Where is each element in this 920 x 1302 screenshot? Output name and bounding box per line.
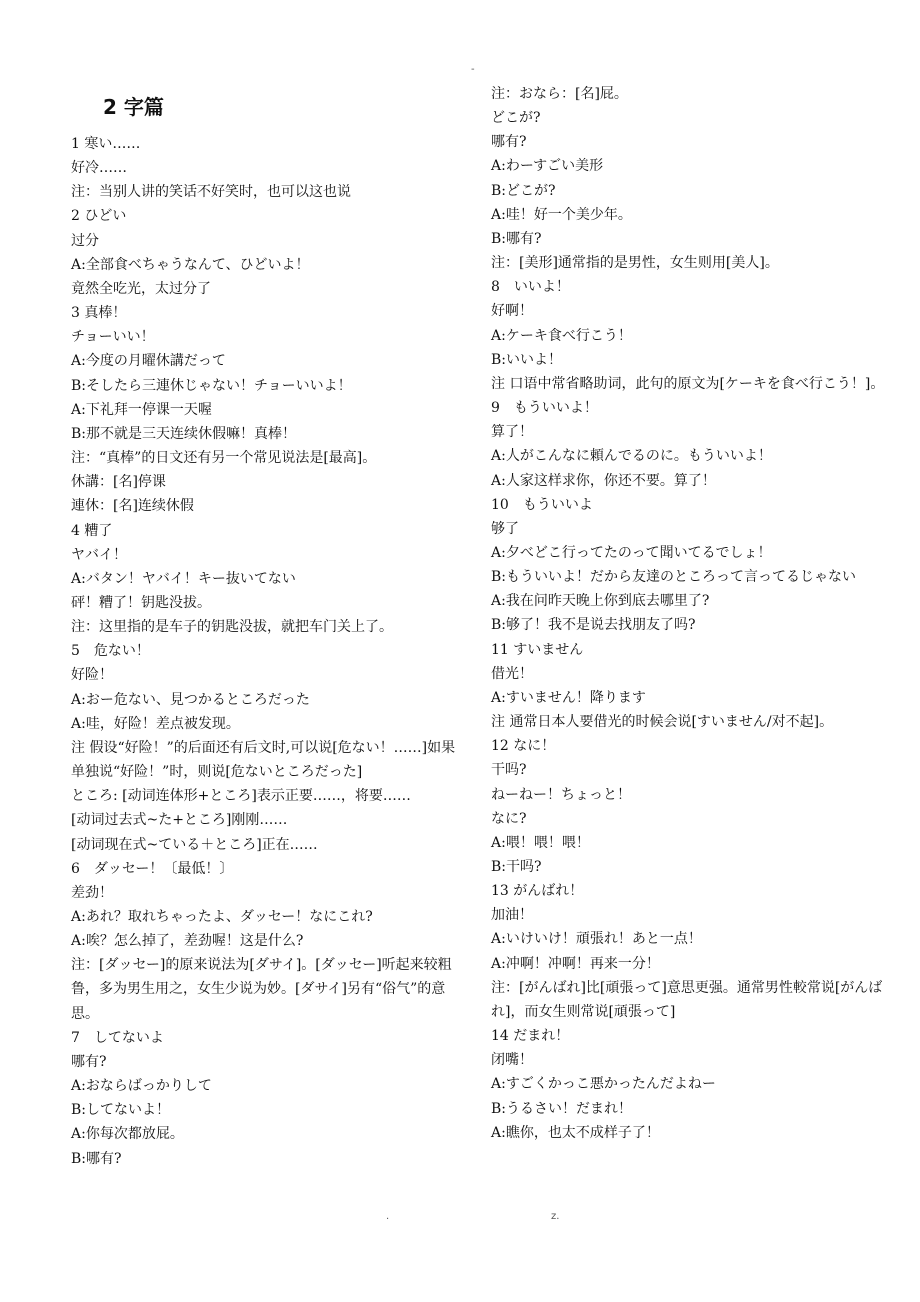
text-line: 注：[美形]通常指的是男性，女生则用[美人]。: [491, 255, 779, 272]
text-line: 9 もういいよ！: [491, 400, 598, 417]
text-line: A:すいません！降ります: [491, 689, 646, 706]
text-line: A:你每次都放屁。: [71, 1126, 184, 1143]
text-line: A:夕べどこ行ってたのって聞いてるでしょ！: [491, 544, 772, 561]
text-line: A:我在问昨天晚上你到底去哪里了?: [491, 593, 710, 610]
text-line: B:哪有?: [491, 230, 542, 247]
text-line: 14 だまれ！: [491, 1028, 570, 1045]
text-line: A:全部食べちゃうなんて、ひどいよ！: [71, 256, 310, 273]
text-line: 干吗?: [491, 762, 527, 779]
page-heading: 2 字篇: [103, 95, 164, 119]
text-line: 注：“真棒”的日文还有另一个常见说法是[最高]。: [71, 450, 377, 467]
text-line: 注：[がんばれ]比[頑張って]意思更强。通常男性較常说[がんばれ]，而女生则常说[頑張って]: [491, 979, 883, 1020]
text-line: 11 すいません: [491, 641, 584, 658]
text-line: ヤバイ！: [71, 546, 127, 563]
text-line: 注 假设“好险！”的后面还有后文时,可以说[危ない！……]如果单独说“好险！”时，则说[危ないところだった]: [71, 739, 456, 781]
text-line: ところ: [动词连体形+ところ]表示正要……，将要……: [71, 788, 411, 805]
text-line: A:唉？怎么掉了，差劲喔！这是什么?: [71, 933, 304, 950]
text-line: 注 通常日本人要借光的时候会说[すいません/对不起]。: [491, 714, 834, 731]
text-line: 8 いいよ！: [491, 279, 570, 296]
text-line: 6 ダッセー！〔最低！〕: [71, 860, 234, 877]
right-lines: [491, 82, 887, 1145]
text-line: A:いけいけ！頑張れ！あと一点！: [491, 931, 702, 948]
text-line: A:人家这样求你，你还不要。算了！: [491, 472, 716, 489]
text-line: 13 がんばれ！: [491, 883, 584, 900]
text-line: 砰！糟了！钥匙没拔。: [71, 594, 211, 611]
text-line: 闭嘴！: [491, 1052, 533, 1069]
text-line: B:もういいよ！だから友達のところって言ってるじゃない: [491, 569, 857, 586]
text-line: 5 危ない！: [71, 643, 150, 660]
text-line: A:今度の月曜休講だって: [71, 353, 226, 370]
text-line: A:哇！好一个美少年。: [491, 206, 632, 223]
text-line: A:哇，好险！差点被发现。: [71, 715, 240, 732]
text-line: 注：当别人讲的笑话不好笑时，也可以这也说: [71, 184, 351, 201]
right-column: [491, 82, 887, 1145]
text-line: A:わーすごい美形: [491, 158, 604, 175]
text-line: A:おならばっかりして: [71, 1078, 212, 1095]
bottom-left-marker: .: [386, 1211, 390, 1222]
text-line: 好险！: [71, 667, 113, 684]
text-line: 哪有?: [491, 134, 527, 151]
text-line: B:干吗?: [491, 859, 542, 875]
text-line: 4 糟了: [71, 522, 113, 539]
bottom-right-marker: z.: [551, 1211, 560, 1222]
text-line: 3 真棒！: [71, 305, 127, 322]
text-line: 注：这里指的是车子的钥匙没拔，就把车门关上了。: [71, 619, 393, 636]
text-line: B:够了！我不是说去找朋友了吗?: [491, 617, 696, 634]
text-line: 加油！: [491, 907, 533, 924]
text-line: 算了！: [491, 424, 533, 441]
text-line: 哪有?: [71, 1053, 107, 1070]
text-line: A:喂！喂！喂！: [491, 834, 590, 851]
text-line: 7 してないよ: [71, 1029, 164, 1046]
text-line: A:あれ？取れちゃったよ、ダッセー！なにこれ?: [71, 909, 373, 925]
text-line: A:下礼拜一停课一天喔: [71, 401, 212, 418]
text-line: 2 ひどい: [71, 208, 127, 225]
text-line: 好冷……: [71, 160, 127, 177]
text-line: A:ケーキ食べ行こう！: [491, 327, 632, 344]
text-line: A:おー危ない、見つかるところだった: [71, 691, 310, 708]
left-column: [71, 82, 464, 1171]
text-line: 差劲！: [71, 884, 113, 901]
text-line: 过分: [71, 232, 99, 249]
text-line: 10 もういいよ: [491, 496, 593, 513]
text-line: 够了: [491, 520, 519, 537]
text-line: 借光！: [491, 665, 533, 682]
text-line: 注：[ダッセー]的原来说法为[ダサイ]。[ダッセー]听起来较粗鲁，多为男生用之，女生少说为妙。[ダサイ]另有“俗气”的意思。: [71, 957, 452, 1022]
text-line: 竟然全吃光，太过分了: [71, 280, 211, 297]
text-line: [动词过去式~た+ところ]刚刚……: [71, 812, 288, 829]
text-line: ねーねー！ちょっと！: [491, 786, 631, 803]
text-line: チョーいい！: [71, 329, 155, 346]
text-line: [动词现在式~ている＋ところ]正在……: [71, 836, 318, 853]
text-line: B:そしたら三連休じゃない！チョーいいよ！: [71, 377, 352, 394]
text-line: A:冲啊！冲啊！再来一分！: [491, 955, 660, 972]
text-line: B:うるさい！だまれ！: [491, 1100, 633, 1117]
left-lines: [71, 132, 464, 1171]
text-line: なに?: [491, 810, 527, 827]
text-line: 休講：[名]停课: [71, 474, 166, 491]
text-line: B:那不就是三天连续休假嘛！真棒！: [71, 425, 297, 442]
text-line: 12 なに！: [491, 738, 556, 755]
text-line: 連休：[名]连续休假: [71, 498, 194, 515]
text-line: B:哪有?: [71, 1150, 122, 1167]
text-line: 好啊！: [491, 303, 533, 320]
text-line: A:人がこんなに頼んでるのに。もういいよ！: [491, 448, 772, 465]
text-line: どこが?: [491, 110, 541, 127]
text-line: 注：おなら：[名]屁。: [491, 86, 628, 102]
text-line: 1 寒い……: [71, 136, 141, 152]
text-line: B:どこが?: [491, 182, 556, 199]
text-line: B:してないよ！: [71, 1102, 171, 1119]
text-line: B:いいよ！: [491, 351, 563, 368]
top-marker: -: [471, 64, 475, 75]
text-line: A:バタン！ヤバイ！キー抜いてない: [71, 570, 296, 587]
text-line: 注 口语中常省略助词，此句的原文为[ケーキを食べ行こう！]。: [491, 375, 885, 392]
text-line: A:すごくかっこ悪かったんだよねー: [491, 1076, 716, 1093]
text-line: A:瞧你，也太不成样子了！: [491, 1124, 660, 1141]
